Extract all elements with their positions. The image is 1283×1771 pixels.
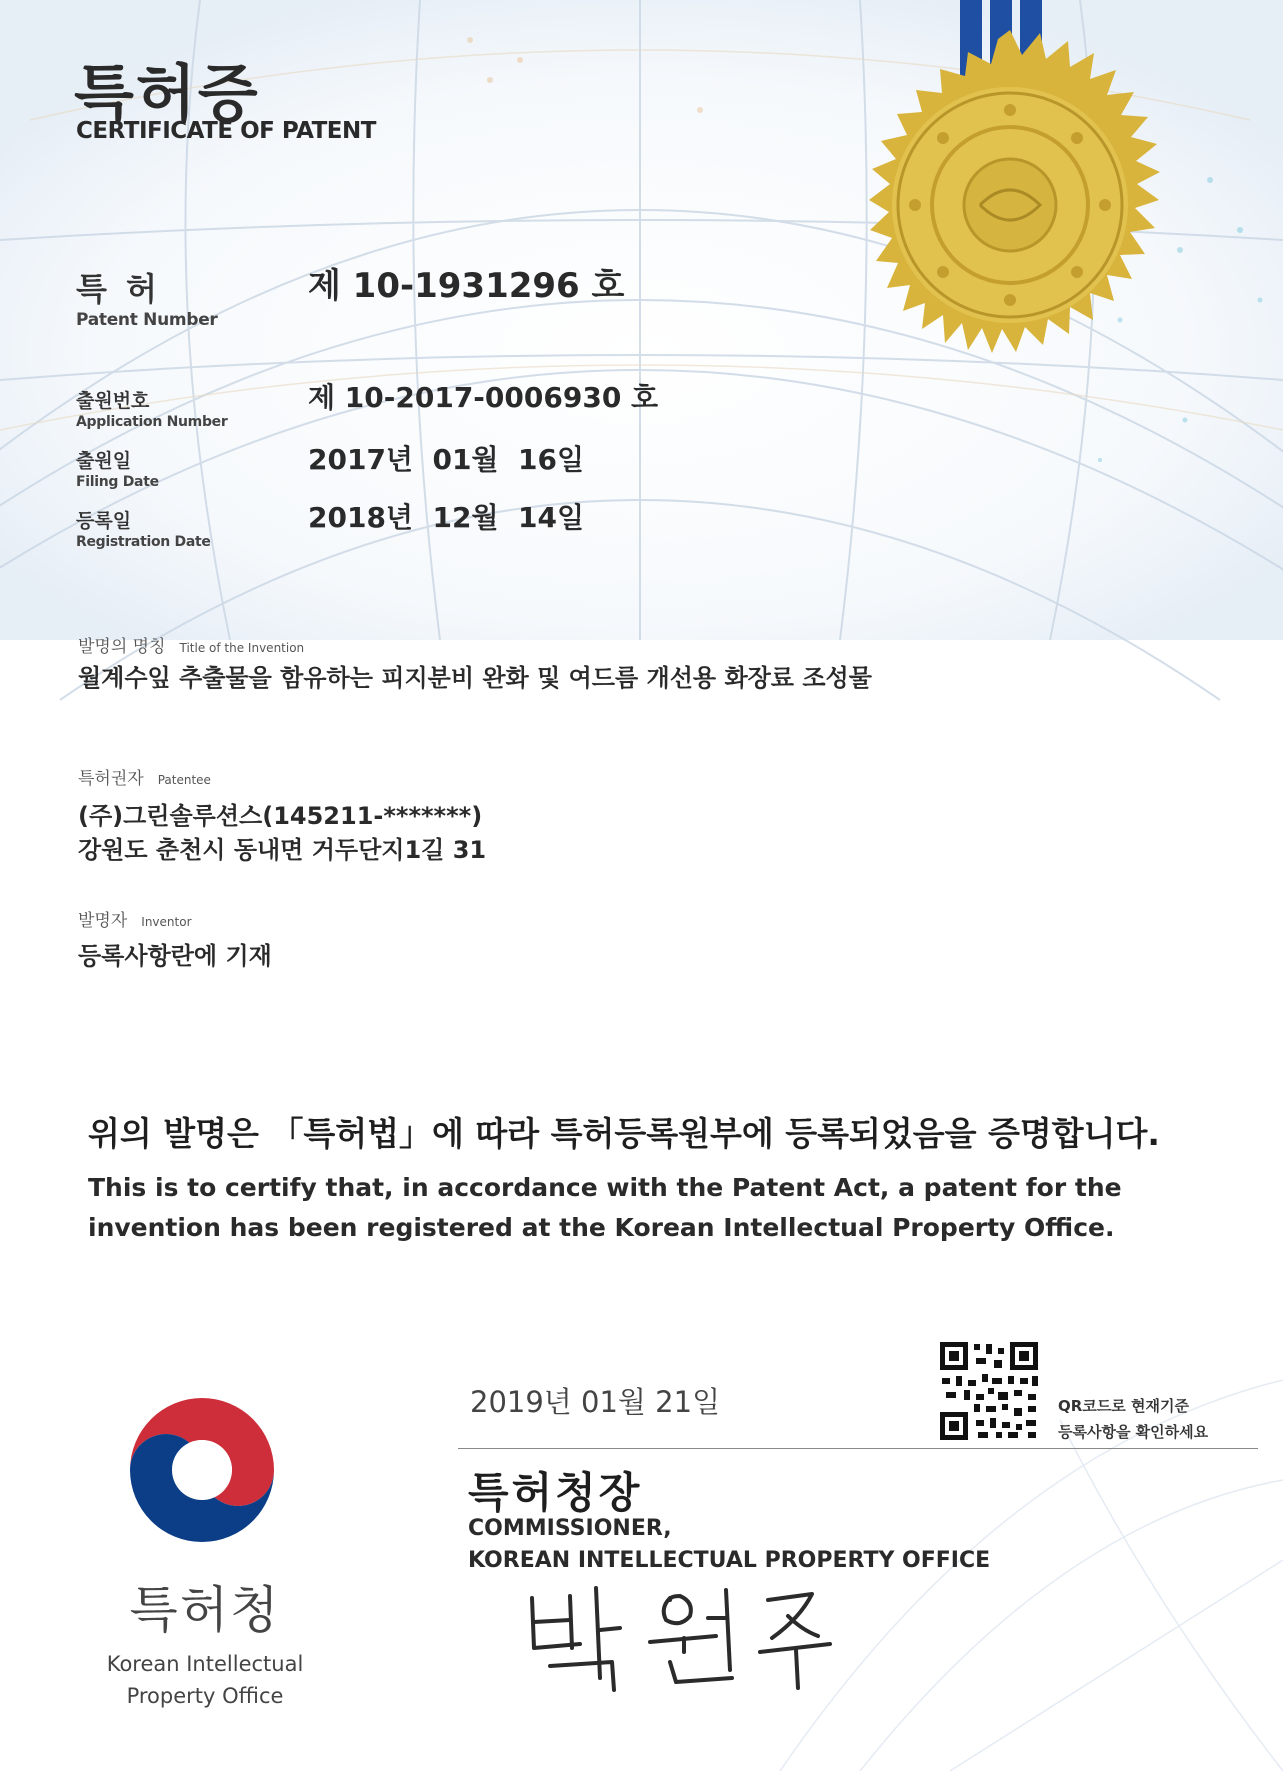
qr-note <box>1058 1393 1208 1445</box>
invention-label: 발명의 명칭 <box>78 637 166 657</box>
patentee-heading <box>78 764 211 789</box>
registration-date-label-en: Registration Date <box>76 534 211 550</box>
signature-rule <box>458 1448 1258 1449</box>
patent-number-label: 특 허 <box>76 270 161 308</box>
document-title-en: CERTIFICATE OF PATENT <box>76 118 376 144</box>
office-name-en <box>80 1648 330 1712</box>
invention-label-en: Title of the Invention <box>179 641 305 655</box>
qr-note-line1: QR코드로 현재기준 <box>1058 1397 1189 1415</box>
gold-seal-icon <box>820 0 1200 380</box>
patentee-label: 특허권자 <box>78 769 144 789</box>
office-name-en-line2: Property Office <box>126 1684 284 1708</box>
filing-date-label: 출원일 <box>76 450 132 472</box>
registration-date-label: 등록일 <box>76 510 132 532</box>
commissioner-title: 특허청장 <box>468 1468 643 1517</box>
patentee-name: (주)그린솔루션스(145211-*******) <box>78 802 483 830</box>
inventor-heading <box>78 906 192 931</box>
commissioner-signature <box>520 1578 850 1698</box>
invention-heading <box>78 632 304 657</box>
issue-date: 2019년 01월 21일 <box>470 1385 721 1419</box>
commissioner-title-en-line2: KOREAN INTELLECTUAL PROPERTY OFFICE <box>468 1548 991 1573</box>
patent-number-label-en: Patent Number <box>76 310 218 330</box>
office-name-en-line1: Korean Intellectual <box>106 1652 304 1676</box>
certification-statement-ko: 위의 발명은 「특허법」에 따라 특허등록원부에 등록되었음을 증명합니다. <box>88 1114 1160 1153</box>
inventor-value: 등록사항란에 기재 <box>78 942 272 970</box>
application-number-label-en: Application Number <box>76 414 228 430</box>
application-number-value: 제 10-2017-0006930 호 <box>308 381 659 414</box>
inventor-label-en: Inventor <box>141 915 192 929</box>
commissioner-title-en-line1: COMMISSIONER, <box>468 1516 672 1541</box>
document-title: 특허증 <box>74 57 260 130</box>
registration-date-value: 2018년 12월 14일 <box>308 501 584 534</box>
inventor-label: 발명자 <box>78 911 128 931</box>
certification-statement-en: This is to certify that, in accordance with the Patent Act, a patent for the invention has been registered at the Korean Intellectual Property Office. <box>88 1173 1122 1242</box>
patent-number-value: 제 10-1931296 호 <box>308 266 625 306</box>
qr-code-icon[interactable] <box>938 1340 1040 1442</box>
invention-title: 월계수잎 추출물을 함유하는 피지분비 완화 및 여드름 개선용 화장료 조성물 <box>78 664 872 692</box>
patentee-address: 강원도 춘천시 동내면 거두단지1길 31 <box>78 836 487 864</box>
qr-note-line2: 등록사항을 확인하세요 <box>1058 1423 1209 1441</box>
office-name-ko: 특허청 <box>129 1581 281 1639</box>
taegeuk-logo-icon <box>120 1388 284 1552</box>
patentee-label-en: Patentee <box>157 773 211 787</box>
commissioner-title-en <box>468 1513 990 1577</box>
filing-date-label-en: Filing Date <box>76 474 159 490</box>
application-number-label: 출원번호 <box>76 390 150 412</box>
filing-date-value: 2017년 01월 16일 <box>308 443 584 476</box>
